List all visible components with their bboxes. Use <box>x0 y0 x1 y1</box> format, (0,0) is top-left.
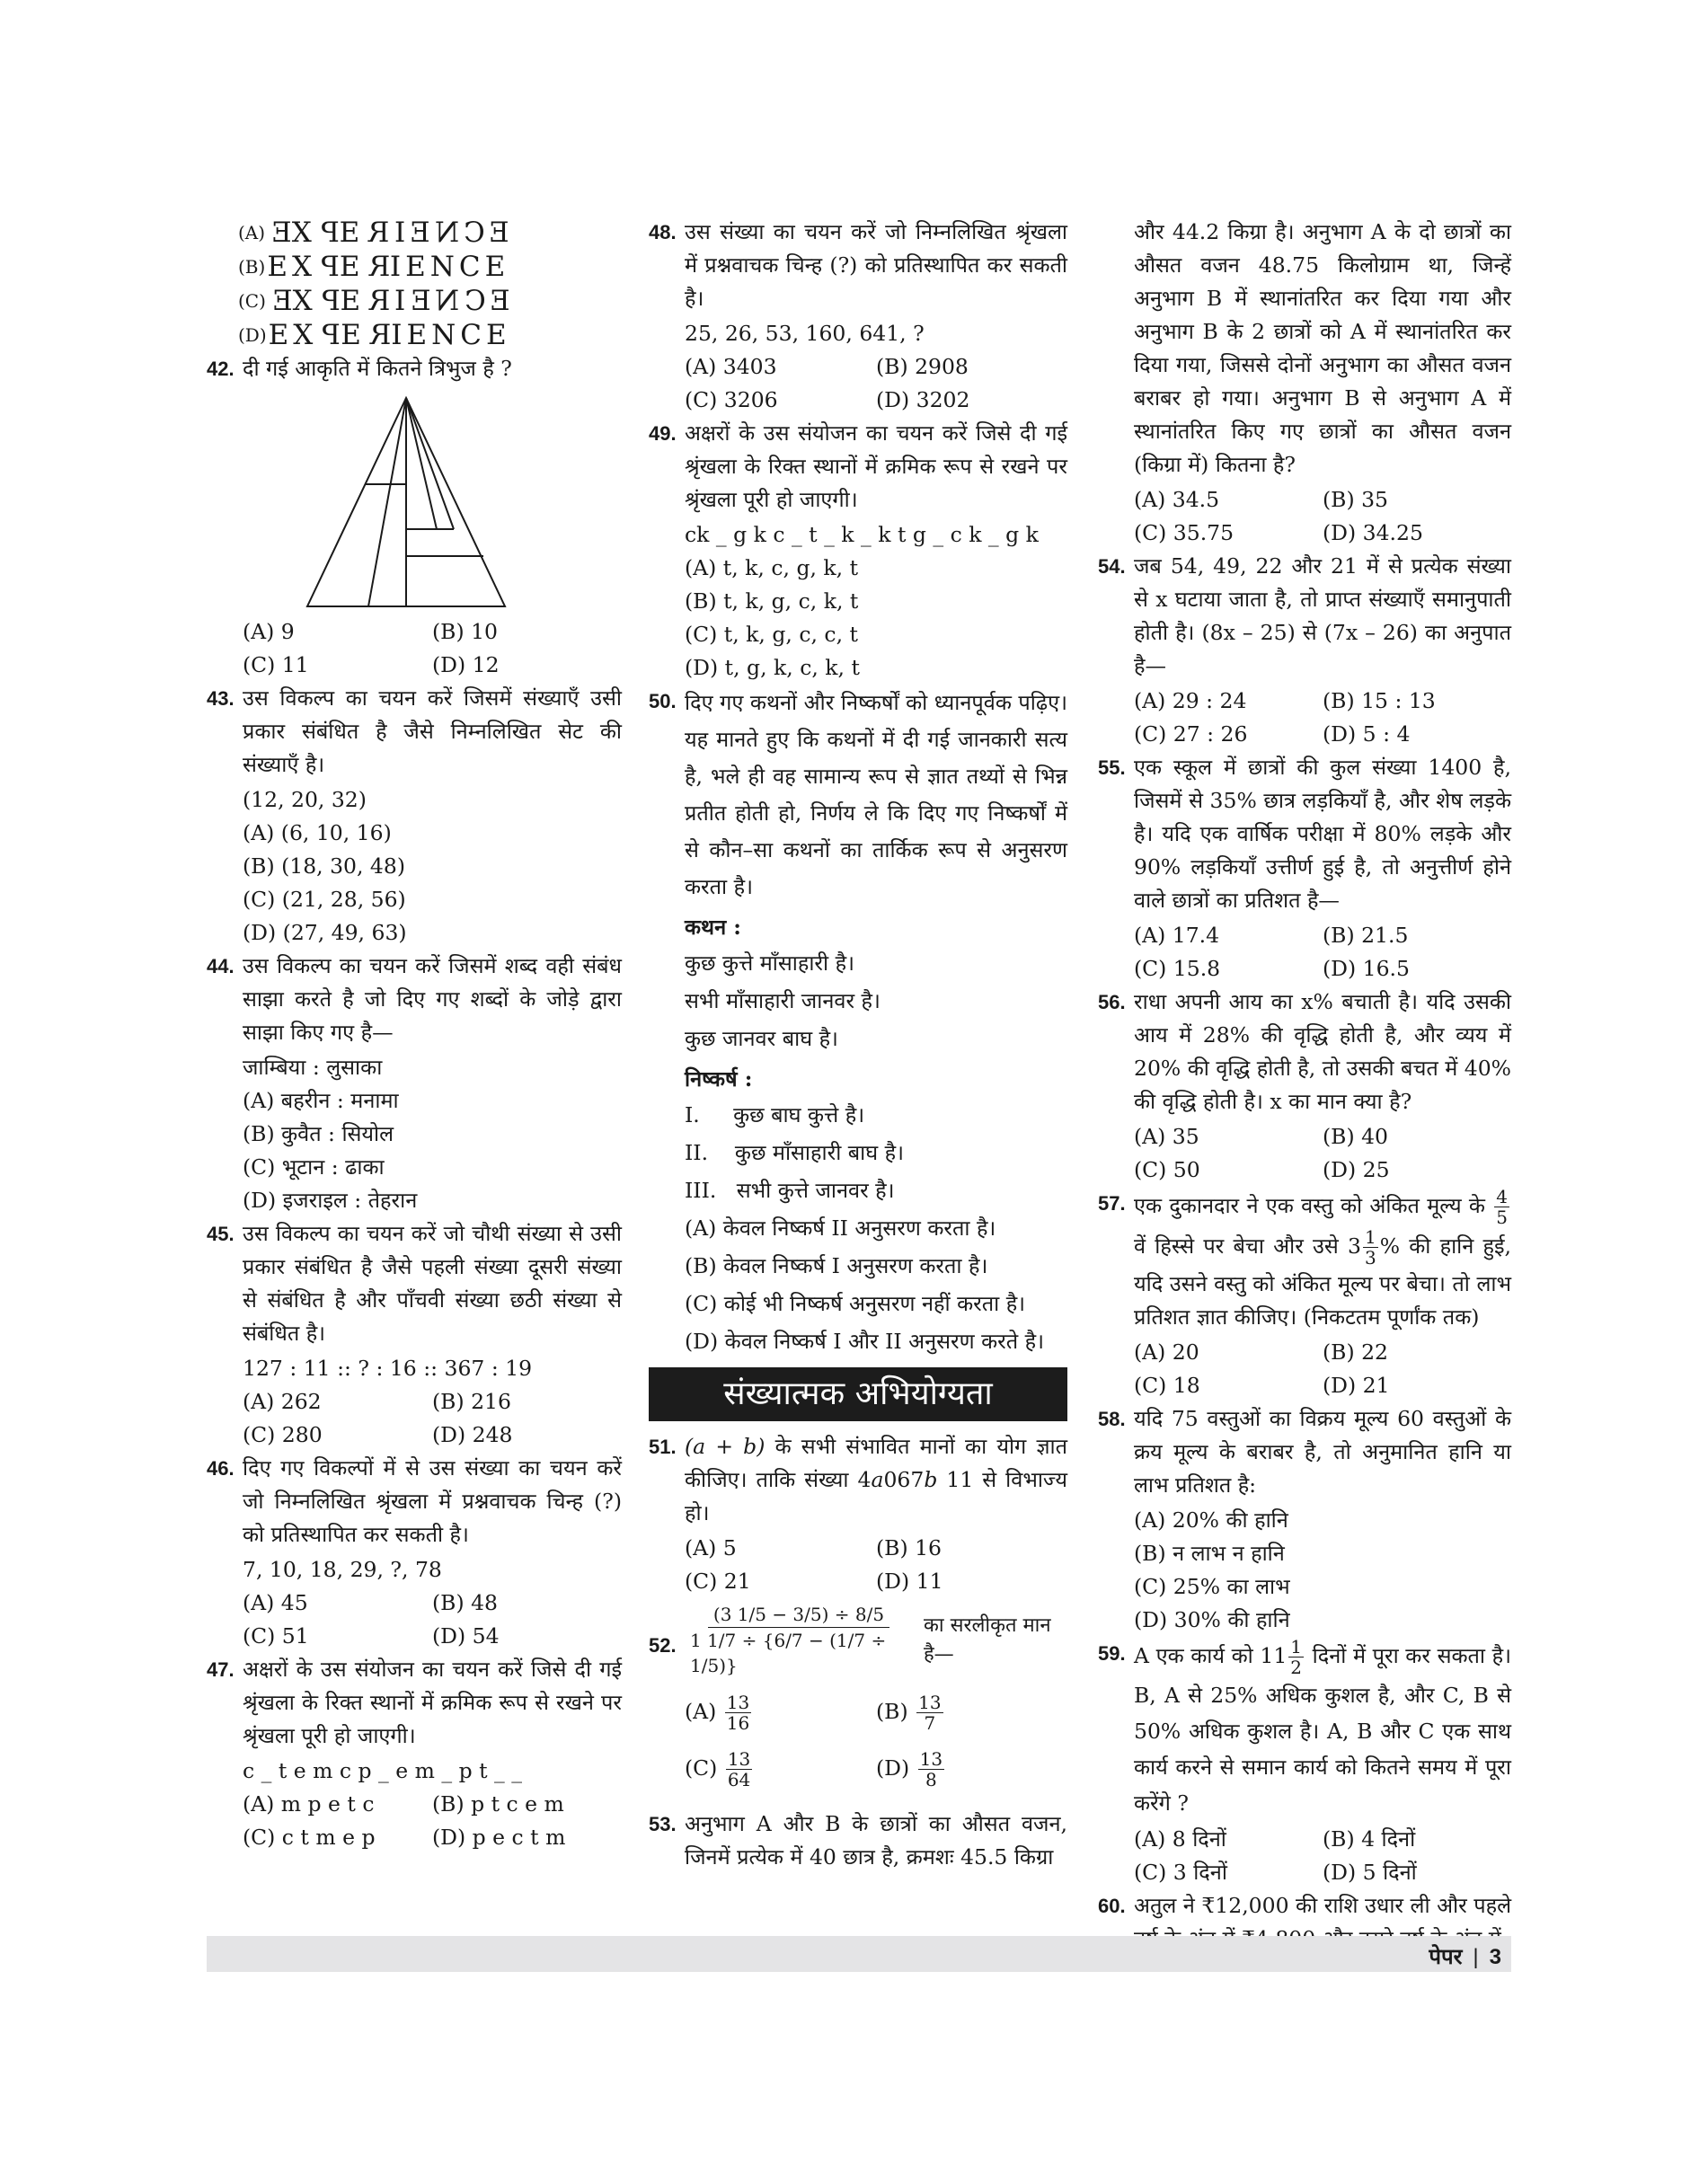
option-d[interactable]: (D) 5 : 4 <box>1323 721 1411 747</box>
question-number: 57. <box>1098 1192 1126 1215</box>
question-number: 53. <box>649 1813 677 1835</box>
option-b[interactable]: (B) 216 <box>432 1389 511 1414</box>
options-row <box>649 384 1067 417</box>
section-title-banner: संख्यात्मक अभियोग्यता <box>649 1367 1067 1421</box>
question-50 <box>649 685 1067 906</box>
option-b[interactable]: (B) 2908 <box>876 354 969 379</box>
option-b[interactable]: (B) कुवैत : सियोल <box>243 1121 394 1146</box>
options-row <box>1098 718 1511 751</box>
question-45 <box>207 1217 622 1350</box>
question-54 <box>1098 550 1511 683</box>
word-option[interactable] <box>207 216 622 250</box>
options-row <box>207 615 622 649</box>
option-b[interactable]: (B) 15 : 13 <box>1323 688 1436 713</box>
question-number: 46. <box>207 1457 235 1480</box>
expression-denominator: 1 1/7 ÷ {6/7 − (1/7 ÷ 1/5)} <box>690 1630 887 1676</box>
option-d[interactable]: (D) 25 <box>1323 1157 1390 1182</box>
option-b[interactable]: (B) 4 दिनों <box>1323 1826 1416 1852</box>
options-row <box>207 1385 622 1419</box>
given-set: (12, 20, 32) <box>243 787 367 812</box>
conclusion: I. कुछ बाघ कुत्ते है। <box>685 1102 865 1127</box>
question-number: 47. <box>207 1658 235 1681</box>
question-number: 54. <box>1098 555 1126 578</box>
option-c[interactable]: (C) 3 दिनों <box>1134 1860 1227 1885</box>
question-42 <box>207 352 622 385</box>
question-number: 42. <box>207 358 235 380</box>
options-row <box>1098 685 1511 718</box>
options-row <box>1098 1856 1511 1889</box>
options-row <box>649 1749 1067 1790</box>
option-c[interactable]: (C) 11 <box>243 652 309 677</box>
option-b[interactable]: (B) केवल निष्कर्ष I अनुसरण करता है। <box>685 1253 988 1278</box>
option-a[interactable]: (A) $\frac{13}{16}$ <box>685 1692 750 1734</box>
question-47 <box>207 1653 622 1753</box>
option-c[interactable]: (C) 18 <box>1134 1373 1200 1398</box>
option-b[interactable]: (B) 10 <box>432 619 498 644</box>
given-series: ck _ g k c _ t _ k _ k t g _ c k _ g k <box>685 522 1039 547</box>
question-text: (a + b) के सभी संभावित मानों का योग ज्ञात कीजिए। ताकि संख्या 4a067b 11 से विभाज्य हो। <box>685 1434 1067 1525</box>
option-d[interactable]: (D) 16.5 <box>1323 956 1410 981</box>
question-text: दिए गए कथनों और निष्कर्षों को ध्यानपूर्वक पढ़िए। यह मानते हुए कि कथनों में दी गई जानकारी सत्य है, भले ही वह सामान्य रूप से ज्ञात तथ्यों से भिन्न प्रतीत होती हो, निर्णय ले कि दिए गए निष्कर्षों में से कौन–सा कथनों का तार्किक रूप से अनुसरण करता है। <box>685 690 1067 899</box>
question-text: राधा अपनी आय का x% बचाती है। यदि उसकी आय में 28% की वृद्धि होती है, और व्यय में 20% की वृद्धि होती है, तो उसकी बचत में 40% की वृद्धि होती है। x का मान क्या है? <box>1134 989 1511 1114</box>
option-d[interactable]: (D) 5 दिनों <box>1323 1860 1417 1885</box>
option-a[interactable]: (A) 5 <box>685 1535 737 1560</box>
option-a[interactable]: (A) 17.4 <box>1134 923 1220 948</box>
option-b[interactable]: (B) t, k, g, c, k, t <box>685 588 859 614</box>
option-label: (A) <box>238 222 266 243</box>
footer-label: पेपर <box>1429 1945 1463 1969</box>
option-c[interactable]: (C) 35.75 <box>1134 520 1235 545</box>
question-number: 43. <box>207 687 235 710</box>
word-option[interactable] <box>207 250 622 284</box>
option-b[interactable]: (B) 48 <box>432 1590 498 1615</box>
option-c[interactable]: (C) c t m e p <box>243 1825 376 1850</box>
column-middle <box>649 216 1067 1876</box>
question-53 <box>649 1808 1067 1874</box>
option-label: (B) <box>238 256 266 278</box>
question-text: यदि 75 वस्तुओं का विक्रय मूल्य 60 वस्तुओं के क्रय मूल्य के बराबर है, तो अनुमानित हानि या लाभ प्रतिशत है: <box>1134 1406 1511 1498</box>
option-b[interactable]: (B) 16 <box>876 1535 942 1560</box>
option-c[interactable]: (C) 21 <box>685 1569 751 1594</box>
question-number: 44. <box>207 955 235 977</box>
question-text: अतुल ने ₹12,000 की राशि उधार ली और पहले <box>1134 1893 1511 1918</box>
options-row <box>1098 1336 1511 1369</box>
question-text: और 44.2 किग्रा है। अनुभाग A के दो छात्रों का औसत वजन 48.75 किलोग्राम था, जिन्हें अनुभाग B में स्थानांतरित कर दिया गया और अनुभाग B के 2 छात्रों को A में स्थानांतरित कर दिया गया, जिससे दोनों अनुभाग का औसत वजन बराबर हो गया। अनुभाग B से अनुभाग A में स्थानांतरित किए गए छात्रों का औसत वजन (किग्रा में) कितना है? <box>1134 219 1511 477</box>
option-c[interactable]: (C) 27 : 26 <box>1134 721 1248 747</box>
word-option[interactable] <box>207 284 622 318</box>
option-word: EXPERIENCE <box>268 319 511 351</box>
footer-bar <box>207 1936 1511 1972</box>
question-text: एक स्कूल में छात्रों की कुल संख्या 1400 है, जिसमें से 35% छात्र लड़कियाँ है, और शेष लड़के है। यदि एक वार्षिक परीक्षा में 80% लड़के और 90% लड़कियाँ उत्तीर्ण हुई है, तो अनुत्तीर्ण होने वाले छात्रों का प्रतिशत है— <box>1134 755 1511 913</box>
option-d[interactable]: (D) p e c t m <box>432 1825 566 1850</box>
question-text: अनुभाग A और B के छात्रों का औसत वजन, जिनमें प्रत्येक में 40 छात्र है, क्रमशः 45.5 किग्रा <box>685 1811 1067 1870</box>
question-55 <box>1098 751 1511 917</box>
option-a[interactable]: (A) 262 <box>243 1389 322 1414</box>
option-c[interactable]: (C) t, k, g, c, c, t <box>685 622 858 647</box>
question-text: दिए गए विकल्पों में से उस संख्या का चयन करें जो निम्नलिखित श्रृंखला में प्रश्नवाचक चिन्ह (?) को प्रतिस्थापित कर सकती है। <box>243 1455 622 1547</box>
option-a[interactable]: (A) 35 <box>1134 1124 1199 1149</box>
options-row <box>1098 1369 1511 1402</box>
expression-numerator: (3 1/5 − 3/5) ÷ 8/5 <box>708 1602 889 1628</box>
question-text: A एक कार्य को 11 $\frac{1}{2}$ दिनों में पूरा कर सकता है। B, A से 25% अधिक कुशल है, और C, B से 50% अधिक कुशल है। A, B और C एक साथ कार्य करने से समान कार्य को कितने समय में पूरा करेंगे ? <box>1134 1636 1511 1816</box>
option-d[interactable]: (D) $\frac{13}{8}$ <box>876 1748 943 1790</box>
question-48 <box>649 216 1067 315</box>
options-row <box>1098 1154 1511 1187</box>
option-label: (D) <box>238 324 267 346</box>
option-b[interactable]: (B) 22 <box>1323 1339 1388 1365</box>
options-row <box>649 1532 1067 1565</box>
option-a[interactable]: (A) 20 <box>1134 1339 1199 1365</box>
options-row <box>207 649 622 682</box>
question-number: 55. <box>1098 756 1126 779</box>
option-d[interactable]: (D) 11 <box>876 1569 943 1594</box>
word-option[interactable] <box>207 318 622 352</box>
question-text: उस संख्या का चयन करें जो निम्नलिखित श्रृंखला में प्रश्नवाचक चिन्ह (?) को प्रतिस्थापित कर सकती है। <box>685 219 1067 311</box>
options-row <box>207 1821 622 1854</box>
question-49 <box>649 417 1067 517</box>
options-row <box>649 1693 1067 1733</box>
statement: कुछ कुत्ते माँसाहारी है। <box>685 950 854 976</box>
option-a[interactable]: (A) 20% की हानि <box>1134 1507 1288 1533</box>
question-57 <box>1098 1187 1511 1334</box>
option-d[interactable]: (D) 21 <box>1323 1373 1390 1398</box>
question-number: 56. <box>1098 991 1126 1013</box>
option-word: EXPERIENCE <box>267 251 510 283</box>
option-a[interactable]: (A) केवल निष्कर्ष II अनुसरण करता है। <box>685 1216 996 1241</box>
option-b[interactable]: (B) (18, 30, 48) <box>243 853 406 879</box>
option-label: (C) <box>238 290 266 312</box>
question-text: उस विकल्प का चयन करें जिसमें संख्याएँ उसी प्रकार संबंधित है जैसे निम्नलिखित सेट की संख्याएँ है। <box>243 685 622 777</box>
option-c[interactable]: (C) (21, 28, 56) <box>243 887 406 912</box>
question-number: 51. <box>649 1436 677 1458</box>
question-number: 49. <box>649 422 677 445</box>
triangle-figure <box>305 394 508 610</box>
option-b[interactable]: (B) 40 <box>1323 1124 1388 1149</box>
page-number: 3 <box>1489 1945 1501 1969</box>
options-row <box>1098 1823 1511 1856</box>
option-c[interactable]: (C) 50 <box>1134 1157 1200 1182</box>
options-row <box>207 1419 622 1452</box>
given-analogy: 127 : 11 :: ? : 16 :: 367 : 19 <box>243 1356 533 1381</box>
option-d[interactable]: (D) (27, 49, 63) <box>243 920 407 945</box>
question-number: 60. <box>1098 1895 1126 1917</box>
question-number: 52. <box>649 1634 677 1657</box>
given-series: c _ t e m c p _ e m _ p t _ _ <box>243 1758 523 1783</box>
question-number: 58. <box>1098 1408 1126 1430</box>
question-text: एक दुकानदार ने एक वस्तु को अंकित मूल्य के $\frac{4}{5}$ वें हिस्से पर बेचा और उसे 3 $\frac{1}{3}$ % की हानि हुई, यदि उसने वस्तु को अंकित मूल्य पर बेचा। तो लाभ प्रतिशत ज्ञात कीजिए। (निकटतम पूर्णांक तक) <box>1134 1186 1512 1330</box>
option-b[interactable]: (B) p t c e m <box>432 1791 564 1817</box>
conclusion: III. सभी कुत्ते जानवर है। <box>685 1178 895 1203</box>
question-44 <box>207 950 622 1049</box>
question-58 <box>1098 1402 1511 1502</box>
options-row <box>1098 517 1511 550</box>
question-text: उस विकल्प का चयन करें जो चौथी संख्या से उसी प्रकार संबंधित है जैसे पहली संख्या दूसरी संख्या से संबंधित है और पाँचवी संख्या छठी संख्या से संबंधित है। <box>243 1221 622 1346</box>
column-left <box>207 216 622 1854</box>
statement: सभी माँसाहारी जानवर है। <box>685 988 881 1013</box>
question-52 <box>649 1602 1067 1678</box>
option-a[interactable]: (A) (6, 10, 16) <box>243 820 392 845</box>
option-d[interactable]: (D) 12 <box>432 652 500 677</box>
option-c[interactable]: (C) $\frac{13}{64}$ <box>685 1748 751 1790</box>
question-text: जब 54, 49, 22 और 21 में से प्रत्येक संख्या से x घटाया जाता है, तो प्राप्त संख्याएँ समानुपाती होती है। (8x – 25) से (7x – 26) का अनुपात है— <box>1134 553 1511 678</box>
option-c[interactable]: (C) 3206 <box>685 387 778 412</box>
option-a[interactable]: (A) 34.5 <box>1134 487 1220 512</box>
option-b[interactable]: (B) 21.5 <box>1323 923 1409 948</box>
option-a[interactable]: (A) m p e t c <box>243 1791 375 1817</box>
option-d[interactable]: (D) इजराइल : तेहरान <box>243 1188 418 1213</box>
option-a[interactable]: (A) 45 <box>243 1590 308 1615</box>
given-series: 7, 10, 18, 29, ?, 78 <box>243 1557 442 1582</box>
footer-page-label <box>1429 1941 1501 1971</box>
conclusions-heading: निष्कर्ष : <box>685 1066 753 1092</box>
statements-heading: कथन : <box>685 915 741 940</box>
option-b[interactable]: (B) 35 <box>1323 487 1388 512</box>
options-row <box>1098 1120 1511 1154</box>
option-a[interactable]: (A) 29 : 24 <box>1134 688 1247 713</box>
option-c[interactable]: (C) 51 <box>243 1623 309 1649</box>
option-d[interactable]: (D) 248 <box>432 1422 513 1447</box>
conclusion: II. कुछ माँसाहारी बाघ है। <box>685 1140 905 1165</box>
option-c[interactable]: (C) 15.8 <box>1134 956 1221 981</box>
question-46 <box>207 1452 622 1551</box>
options-row <box>207 1587 622 1620</box>
option-c[interactable]: (C) 25% का लाभ <box>1134 1574 1290 1599</box>
question-number: 45. <box>207 1223 235 1245</box>
given-series: 25, 26, 53, 160, 641, ? <box>685 321 925 346</box>
q41-word-options <box>207 216 622 352</box>
question-text: अक्षरों के उस संयोजन का चयन करें जिसे दी गई श्रृंखला के रिक्त स्थानों में क्रमिक रूप से रखने पर श्रृंखला पूरी हो जाएगी। <box>243 1657 622 1748</box>
options-row <box>649 1565 1067 1598</box>
question-53-continued <box>1098 216 1511 482</box>
option-d[interactable]: (D) 54 <box>432 1623 500 1649</box>
option-word: EXPERIENCE <box>267 285 510 317</box>
option-a[interactable]: (A) 3403 <box>685 354 777 379</box>
column-right <box>1098 216 1511 1958</box>
option-d[interactable]: (D) केवल निष्कर्ष I और II अनुसरण करते है। <box>685 1329 1044 1354</box>
question-number: 48. <box>649 221 677 243</box>
question-56 <box>1098 986 1511 1118</box>
question-text: दी गई आकृति में कितने त्रिभुज है ? <box>243 356 512 381</box>
question-number: 50. <box>649 690 677 712</box>
expression <box>685 1602 913 1678</box>
option-d[interactable]: (D) t, g, k, c, k, t <box>685 655 860 680</box>
options-row <box>207 1620 622 1653</box>
option-c[interactable]: (C) कोई भी निष्कर्ष अनुसरण नहीं करता है। <box>685 1291 1026 1316</box>
option-a[interactable]: (A) t, k, c, g, k, t <box>685 555 859 580</box>
footer-separator: | <box>1473 1945 1479 1969</box>
option-a[interactable]: (A) बहरीन : मनामा <box>243 1088 399 1113</box>
option-b[interactable]: (B) न लाभ न हानि <box>1134 1541 1285 1566</box>
statement: कुछ जानवर बाघ है। <box>685 1026 838 1051</box>
option-d[interactable]: (D) 30% की हानि <box>1134 1607 1290 1632</box>
question-text: उस विकल्प का चयन करें जिसमें शब्द वही संबंध साझा करते है जो दिए गए शब्दों के जोड़े द्वारा साझा किए गए है— <box>243 953 622 1045</box>
options-row <box>1098 483 1511 517</box>
option-word: EXPERIENCE <box>267 217 510 249</box>
question-number: 59. <box>1098 1642 1126 1665</box>
given-pair: जाम्बिया : लुसाका <box>243 1055 383 1080</box>
option-c[interactable]: (C) 280 <box>243 1422 323 1447</box>
option-a[interactable]: (A) 8 दिनों <box>1134 1826 1226 1852</box>
option-d[interactable]: (D) 34.25 <box>1323 520 1423 545</box>
options-row <box>207 1788 622 1821</box>
options-row <box>649 350 1067 384</box>
question-text: का सरलीकृत मान है— <box>924 1613 1051 1666</box>
question-text: अक्षरों के उस संयोजन का चयन करें जिसे दी गई श्रृंखला के रिक्त स्थानों में क्रमिक रूप से रखने पर श्रृंखला पूरी हो जाएगी। <box>685 420 1067 512</box>
question-59 <box>1098 1637 1511 1821</box>
question-43 <box>207 682 622 782</box>
option-b[interactable]: (B) $\frac{13}{7}$ <box>876 1692 942 1734</box>
option-a[interactable]: (A) 9 <box>243 619 295 644</box>
question-51 <box>649 1430 1067 1530</box>
options-row <box>1098 952 1511 986</box>
option-c[interactable]: (C) भूटान : ढाका <box>243 1154 385 1180</box>
option-d[interactable]: (D) 3202 <box>876 387 970 412</box>
options-row <box>1098 919 1511 952</box>
